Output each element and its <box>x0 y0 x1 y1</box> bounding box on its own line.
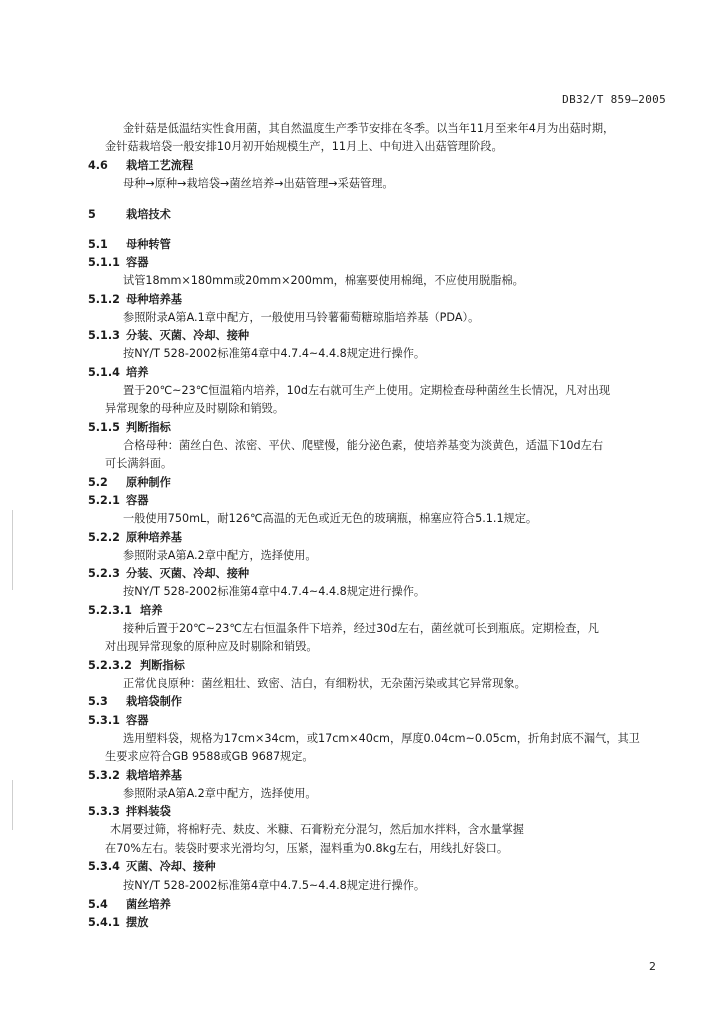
section-number: 5.2.3 <box>88 567 120 580</box>
paragraph-line <box>105 457 172 471</box>
paragraph-line <box>123 549 317 563</box>
section-title: 菌丝培养 <box>126 898 171 911</box>
paragraph-line <box>123 879 425 893</box>
paragraph-line <box>123 622 599 636</box>
line-text: 可长满斜面。 <box>105 457 173 470</box>
section-heading <box>88 898 171 912</box>
scan-margin-mark <box>12 780 13 830</box>
paragraph-line <box>105 750 314 764</box>
line-text: 正常优良原种：菌丝粗壮、致密、洁白，有细粉状，无杂菌污染或其它异常现象。 <box>123 677 526 690</box>
line-text: 接种后置于20℃~23℃左右恒温条件下培养，经过30d左右，菌丝就可长到瓶底。定期检查，凡 <box>123 622 599 635</box>
paragraph-line <box>105 140 503 154</box>
section-title: 容器 <box>126 714 149 727</box>
section-number: 5.4 <box>88 898 108 911</box>
scan-margin-mark <box>12 510 13 590</box>
section-title: 判断指标 <box>140 659 185 672</box>
section-heading <box>88 256 148 270</box>
section-heading <box>88 238 171 252</box>
section-heading <box>88 695 182 709</box>
line-text: 对出现异常现象的原种应及时剔除和销毁。 <box>105 640 318 653</box>
section-number: 5.1.2 <box>88 293 120 306</box>
paragraph-line <box>123 512 537 526</box>
paragraph-line <box>123 439 603 453</box>
section-heading <box>88 159 193 173</box>
section-number: 5.2 <box>88 476 108 489</box>
line-text: 参照附录A第A.2章中配方，选择使用。 <box>123 549 317 562</box>
line-text: 置于20℃~23℃恒温箱内培养，10d左右就可生产上使用。定期检查母种菌丝生长情况，凡对出现 <box>123 384 611 397</box>
paragraph-line <box>123 787 317 801</box>
section-title: 判断指标 <box>126 421 171 434</box>
section-heading <box>88 531 182 545</box>
line-text: 母种→原种→栽培袋→菌丝培养→出菇管理→采菇管理。 <box>123 177 394 190</box>
section-heading <box>88 494 148 508</box>
section-number: 5.3.3 <box>88 805 120 818</box>
paragraph-line <box>110 823 524 837</box>
section-number: 5.2.3.1 <box>88 604 132 617</box>
section-heading <box>88 604 162 618</box>
line-text: 参照附录A第A.1章中配方，一般使用马铃薯葡萄糖琼脂培养基（PDA）。 <box>123 311 480 324</box>
section-title: 培养 <box>126 366 149 379</box>
paragraph-line <box>123 274 524 288</box>
section-heading <box>88 366 148 380</box>
section-title: 分装、灭菌、冷却、接种 <box>126 329 250 342</box>
line-text: 合格母种：菌丝白色、浓密、平伏、爬壁慢，能分泌色素，使培养基变为淡黄色，适温下10d左右 <box>123 439 604 452</box>
section-heading <box>88 293 182 307</box>
line-text: 金针菇栽培袋一般安排10月初开始规模生产，11月上、中旬进入出菇管理阶段。 <box>105 140 503 153</box>
section-heading <box>88 421 171 435</box>
section-number: 5.1 <box>88 238 108 251</box>
section-heading <box>88 805 171 819</box>
section-title: 栽培培养基 <box>126 769 182 782</box>
paragraph-line <box>105 640 318 654</box>
paragraph-line <box>123 311 479 325</box>
section-heading <box>88 769 182 783</box>
section-title: 栽培袋制作 <box>126 695 182 708</box>
section-number: 5.1.5 <box>88 421 120 434</box>
paragraph-line <box>123 122 614 136</box>
section-heading <box>88 567 249 581</box>
section-number: 5.3.4 <box>88 860 120 873</box>
section-title: 原种制作 <box>126 476 171 489</box>
section-title: 摆放 <box>126 916 149 929</box>
line-text: 一般使用750mL，耐126℃高温的无色或近无色的玻璃瓶，棉塞应符合5.1.1规定。 <box>123 512 538 525</box>
section-number: 5.1.3 <box>88 329 120 342</box>
section-heading <box>88 659 185 673</box>
line-text: 按NY/T 528-2002标准第4章中4.7.4~4.4.8规定进行操作。 <box>123 585 426 598</box>
section-heading <box>88 916 148 930</box>
section-number: 5.3.1 <box>88 714 120 727</box>
section-title: 母种转管 <box>126 238 171 251</box>
section-heading <box>88 476 171 490</box>
paragraph-line <box>105 842 508 856</box>
section-number: 5.4.1 <box>88 916 120 929</box>
paragraph-line <box>123 347 425 361</box>
section-title: 分装、灭菌、冷却、接种 <box>126 567 250 580</box>
section-title: 栽培技术 <box>126 208 171 221</box>
section-number: 5 <box>88 208 96 221</box>
section-title: 容器 <box>126 494 149 507</box>
line-text: 金针菇是低温结实性食用菌，其自然温度生产季节安排在冬季。以当年11月至来年4月为出菇时期， <box>123 122 615 135</box>
line-text: 生要求应符合GB 9588或GB 9687规定。 <box>105 750 314 763</box>
section-heading <box>88 860 216 874</box>
section-heading <box>88 208 171 222</box>
line-text: 试管18mm×180mm或20mm×200mm，棉塞要使用棉绳，不应使用脱脂棉。 <box>123 274 524 287</box>
section-number: 5.2.3.2 <box>88 659 132 672</box>
line-text: 异常现象的母种应及时剔除和销毁。 <box>105 402 285 415</box>
page-number: 2 <box>649 960 656 973</box>
section-number: 5.3 <box>88 695 108 708</box>
paragraph-line <box>123 177 394 191</box>
document-code: DB32/T 859—2005 <box>562 93 666 106</box>
line-text: 按NY/T 528-2002标准第4章中4.7.5~4.4.8规定进行操作。 <box>123 879 426 892</box>
section-title: 栽培工艺流程 <box>126 159 194 172</box>
line-text: 木屑要过筛，将棉籽壳、麸皮、米糠、石膏粉充分混匀，然后加水拌料，含水量掌握 <box>110 823 524 836</box>
section-title: 容器 <box>126 256 149 269</box>
paragraph-line <box>105 402 284 416</box>
section-heading <box>88 329 249 343</box>
section-title: 灭菌、冷却、接种 <box>126 860 216 873</box>
section-title: 母种培养基 <box>126 293 182 306</box>
paragraph-line <box>123 384 610 398</box>
section-heading <box>88 714 148 728</box>
section-number: 5.2.2 <box>88 531 120 544</box>
line-text: 选用塑料袋，规格为17cm×34cm，或17cm×40cm，厚度0.04cm~0.05cm，折角封底不漏气，其卫 <box>123 732 640 745</box>
line-text: 参照附录A第A.2章中配方，选择使用。 <box>123 787 317 800</box>
paragraph-line <box>123 585 425 599</box>
section-number: 4.6 <box>88 159 108 172</box>
line-text: 在70%左右。装袋时要求光滑均匀，压紧，湿料重为0.8kg左右，用线扎好袋口。 <box>105 842 509 855</box>
section-title: 培养 <box>140 604 163 617</box>
line-text: 按NY/T 528-2002标准第4章中4.7.4~4.4.8规定进行操作。 <box>123 347 426 360</box>
section-number: 5.1.1 <box>88 256 120 269</box>
paragraph-line <box>123 677 526 691</box>
section-number: 5.1.4 <box>88 366 120 379</box>
paragraph-line <box>123 732 640 746</box>
section-number: 5.3.2 <box>88 769 120 782</box>
section-title: 原种培养基 <box>126 531 182 544</box>
section-title: 拌料装袋 <box>126 805 171 818</box>
section-number: 5.2.1 <box>88 494 120 507</box>
